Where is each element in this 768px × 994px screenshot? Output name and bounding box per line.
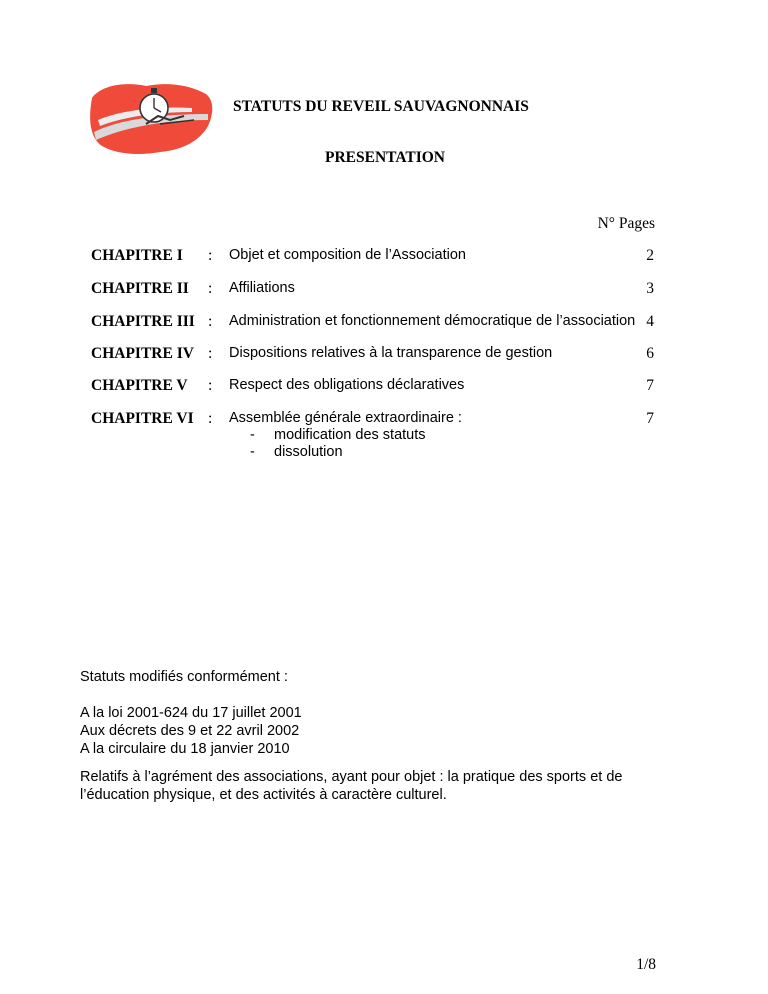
toc-row-chapter-5 <box>91 377 656 401</box>
law-line: Aux décrets des 9 et 22 avril 2002 <box>80 723 300 739</box>
document-subtitle: PRESENTATION <box>325 149 446 166</box>
law-line: A la circulaire du 18 janvier 2010 <box>80 741 290 757</box>
sub-item-text: dissolution <box>274 444 343 460</box>
chapter-title: Administration et fonctionnement démocratique de l’association <box>229 313 636 329</box>
chapter-colon: : <box>208 410 213 427</box>
page-number: 1/8 <box>636 956 656 973</box>
chapter-label: CHAPITRE III <box>91 313 195 330</box>
chapter-colon: : <box>208 345 213 362</box>
toc-row-chapter-4 <box>91 345 656 369</box>
chapter-title: Respect des obligations déclaratives <box>229 377 465 393</box>
chapter-page: 4 <box>646 313 654 330</box>
chapter-label: CHAPITRE I <box>91 247 183 264</box>
chapter-colon: : <box>208 247 213 264</box>
chapter-page: 2 <box>646 247 654 264</box>
pages-column-header: N° Pages <box>597 215 655 232</box>
chapter-label: CHAPITRE IV <box>91 345 194 362</box>
sub-item-marker: - <box>250 444 255 460</box>
law-line: A la loi 2001-624 du 17 juillet 2001 <box>80 705 302 721</box>
toc-row-chapter-3 <box>91 313 656 337</box>
chapter-title: Objet et composition de l’Association <box>229 247 466 263</box>
toc-row-chapter-1 <box>91 247 656 271</box>
chapter-page: 7 <box>646 410 654 427</box>
chapter-page: 3 <box>646 280 654 297</box>
toc-row-chapter-2 <box>91 280 656 304</box>
statutes-intro: Statuts modifiés conformément : <box>80 669 288 685</box>
purpose-line: Relatifs à l’agrément des associations, ayant pour objet : la pratique des sports et de <box>80 769 623 785</box>
purpose-line: l’éducation physique, et des activités à caractère culturel. <box>80 787 447 803</box>
chapter-colon: : <box>208 377 213 394</box>
law-references <box>80 704 302 758</box>
sub-item <box>250 427 426 443</box>
chapter-page: 6 <box>646 345 654 362</box>
chapter-label: CHAPITRE VI <box>91 410 194 427</box>
chapter-title: Affiliations <box>229 280 295 296</box>
chapter-label: CHAPITRE V <box>91 377 188 394</box>
sub-item-marker: - <box>250 427 255 443</box>
toc-row-chapter-6 <box>91 410 656 462</box>
chapter-title: Assemblée générale extraordinaire : <box>229 410 462 426</box>
sub-item <box>250 444 343 460</box>
purpose-paragraph <box>80 768 622 804</box>
chapter-page: 7 <box>646 377 654 394</box>
sub-item-text: modification des statuts <box>274 427 426 443</box>
chapter-colon: : <box>208 280 213 297</box>
chapter-label: CHAPITRE II <box>91 280 189 297</box>
chapter-title: Dispositions relatives à la transparence de gestion <box>229 345 553 361</box>
document-title: STATUTS DU REVEIL SAUVAGNONNAIS <box>233 98 529 115</box>
chapter-colon: : <box>208 313 213 330</box>
club-logo-icon <box>88 80 216 156</box>
